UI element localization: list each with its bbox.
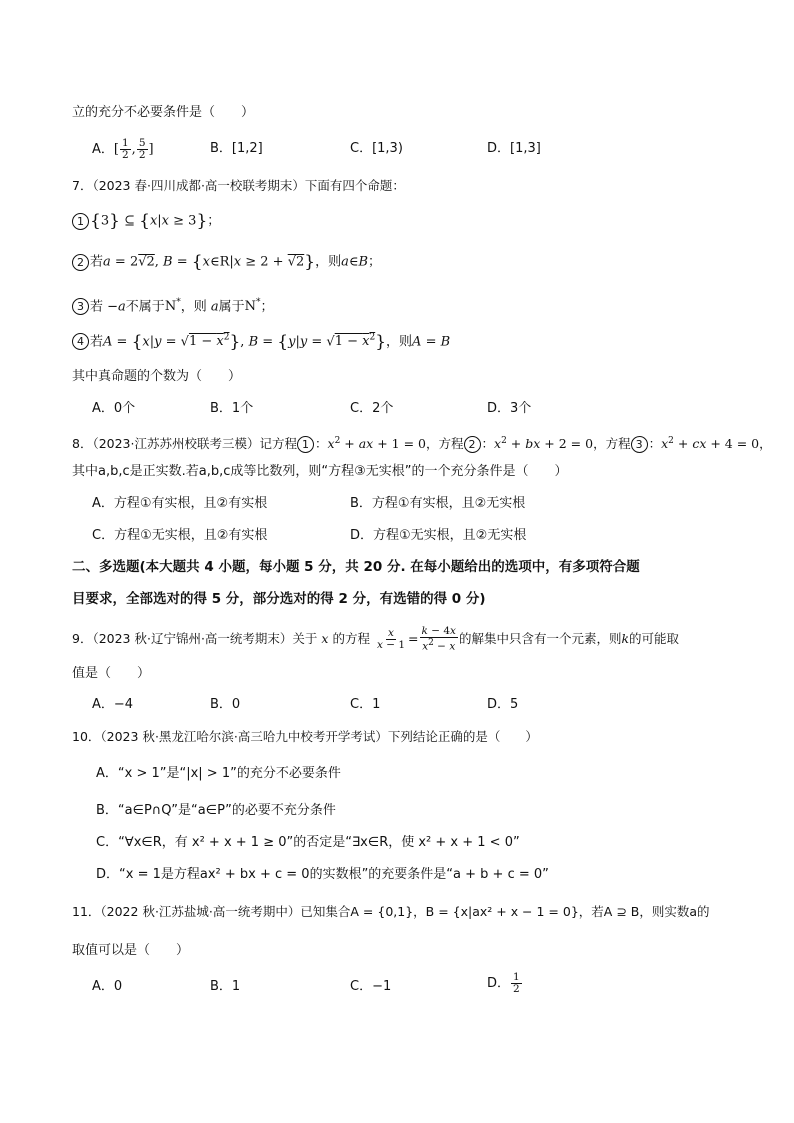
section-2-heading-line-2: 目要求，全部选对的得 5 分，部分选对的得 2 分，有选错的得 0 分) <box>72 591 486 607</box>
q11-option-d[interactable] <box>487 972 523 995</box>
q11-line-1: 11．（2022 秋·江苏盐城·高一统考期中）已知集合A = {0,1}，B = {x|ax² + x − 1 = 0}，若A ⊇ B，则实数a的 <box>72 904 710 919</box>
q6-tail-line: 立的充分不必要条件是（ ） <box>72 105 255 120</box>
q8-line-1: 8．（2023·江苏苏州校联考三模）记方程 1 ：$x^2$ + ax + 1 = 0，方程 2 ：$x^2$ + bx + 2 = 0，方程 3 ：$x^2$ + cx + 4 = 0， <box>72 436 772 452</box>
q8-line-2: 其中a,b,c是正实数.若a,b,c成等比数列，则“方程③无实根”的一个充分条件是（ ） <box>72 464 568 479</box>
section-2-heading-line-1: 二、多选题(本大题共 4 小题，每小题 5 分，共 20 分. 在每小题给出的选项中，有多项符合题 <box>72 559 640 575</box>
q6-option-a[interactable]: A．[ $\frac{1}{2}$ , $\frac{5}{2}$ ] <box>92 137 154 161</box>
q7-option-b[interactable]: B．1个 <box>210 401 254 416</box>
q9-text-d: 的可能取 <box>629 630 680 646</box>
q7-prop-1: 1 {3} ⊆ {x|x ≥ 3}； <box>72 212 220 231</box>
q7-option-d[interactable]: D．3个 <box>487 401 532 416</box>
q6-option-c[interactable]: C．[1,3) <box>350 141 403 156</box>
q9-line-2: 值是（ ） <box>72 666 151 681</box>
q7-stem: 7．（2023 春·四川成都·高一校联考期末）下面有四个命题： <box>72 178 405 193</box>
q8-option-b[interactable]: B．方程①有实根，且②无实根 <box>350 496 526 511</box>
q6-option-b[interactable]: B．[1,2] <box>210 141 263 156</box>
q8-option-a[interactable]: A．方程①有实根，且②有实根 <box>92 496 268 511</box>
q7-question: 其中真命题的个数为（ ） <box>72 369 242 384</box>
q9-lhs-fraction: $\frac{x}{x - 1}$ <box>376 626 406 651</box>
q11-option-c[interactable]: C．−1 <box>350 979 392 994</box>
q9-rhs-fraction: $\frac{k - 4x}{x^2 - x}$ <box>421 625 456 653</box>
q7-prop-2: 2 若a = 2√2, B = {x∈R|x ≥ 2 + √2}，则a∈B； <box>72 253 381 272</box>
q10-option-d[interactable]: D．“x = 1是方程ax² + bx + c = 0的实数根”的充要条件是“a + b + c = 0” <box>96 867 549 882</box>
q9-option-a[interactable]: A．−4 <box>92 697 134 712</box>
q6-option-d[interactable]: D．[1,3] <box>487 141 541 156</box>
q9-option-c[interactable]: C．1 <box>350 697 381 712</box>
q7-option-a[interactable]: A．0个 <box>92 401 136 416</box>
q11-line-2: 取值可以是（ ） <box>72 943 190 958</box>
q9-option-b[interactable]: B．0 <box>210 697 241 712</box>
q8-option-c[interactable]: C．方程①无实根，且②有实根 <box>92 528 268 543</box>
q11-option-a[interactable]: A．0 <box>92 979 123 994</box>
q10-option-a[interactable]: A．“x > 1”是“|x| > 1”的充分不必要条件 <box>96 766 341 781</box>
q7-prop-4: 4 若$A = \{x|y = √1 - x^2\}$, $B = \{y|y = √1 - x^2\}$，则A = B <box>72 329 450 351</box>
q10-option-b[interactable]: B．“a∈P∩Q”是“a∈P”的必要不充分条件 <box>96 803 336 818</box>
q9-option-d[interactable]: D．5 <box>487 697 519 712</box>
q11-option-b[interactable]: B．1 <box>210 979 241 994</box>
q11-option-d-label: D． <box>487 976 511 991</box>
q8-option-d[interactable]: D．方程①无实根，且②无实根 <box>350 528 527 543</box>
q10-option-c[interactable]: C．“∀x∈R，有 x² + x + 1 ≥ 0”的否定是“∃x∈R，使 x² + x + 1 < 0” <box>96 835 520 850</box>
q9-line-1: 9．（2023 秋·辽宁锦州·高一统考期末）关于 x 的方程 $\frac{x}{x - 1}$ = $\frac{k - 4x}{x^2 - x}$ 的解集中只含有一个元素，则k的可能取 <box>72 625 680 653</box>
q9-text-b: 的方程 <box>332 630 370 646</box>
q7-option-c[interactable]: C．2个 <box>350 401 394 416</box>
q9-text-c: 的解集中只含有一个元素，则 <box>458 630 622 646</box>
q10-stem: 10．（2023 秋·黑龙江哈尔滨·高三哈九中校考开学考试）下列结论正确的是（ ） <box>72 729 538 744</box>
q9-source: 9．（2023 秋·辽宁锦州·高一统考期末）关于 <box>72 630 318 646</box>
q11-option-d-fraction: $\frac{1}{2}$ <box>513 971 520 995</box>
q7-prop-3: 3 若 −a不属于N*，则 a属于N*； <box>72 294 274 316</box>
